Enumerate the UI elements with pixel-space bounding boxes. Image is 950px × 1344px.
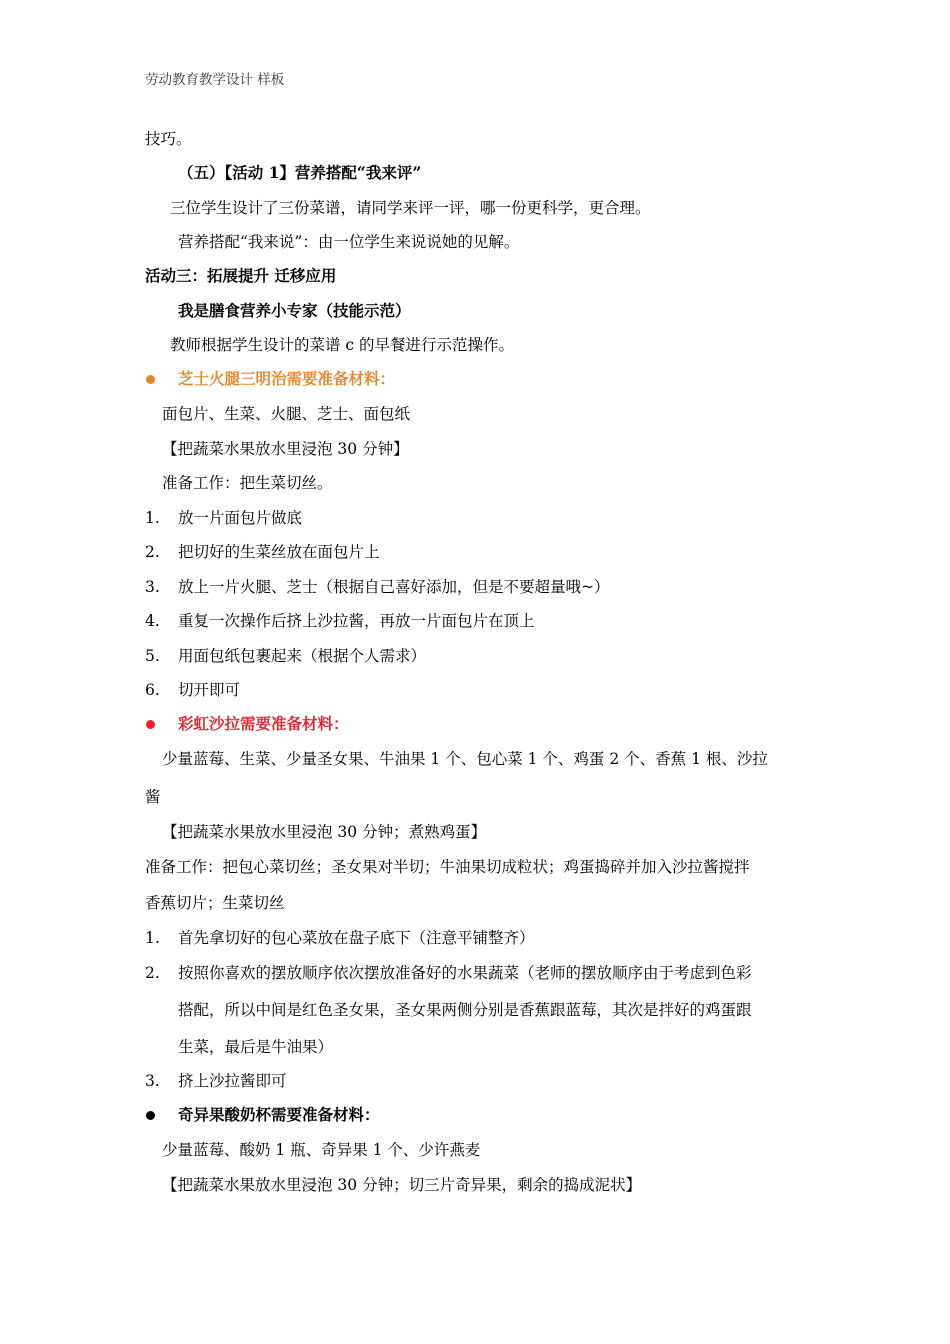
salad-title: 彩虹沙拉需要准备材料： bbox=[178, 714, 349, 733]
text-line: 教师根据学生设计的菜谱 c 的早餐进行示范操作。 bbox=[170, 336, 515, 354]
salad-prep-work-cont: 香蕉切片；生菜切丝 bbox=[145, 894, 285, 912]
step-number: 1. bbox=[145, 509, 160, 527]
salad-step-cont: 搭配，所以中间是红色圣女果，圣女果两侧分别是香蕉跟蓝莓，其次是拌好的鸡蛋跟 bbox=[178, 1001, 752, 1019]
text-line: 三位学生设计了三份菜谱，请同学来评一评，哪一份更科学，更合理。 bbox=[170, 199, 651, 217]
page-header: 劳动教育教学设计 样板 bbox=[145, 72, 285, 88]
section-heading: 我是膳食营养小专家（技能示范） bbox=[178, 301, 411, 320]
step-number: 4. bbox=[145, 612, 160, 630]
salad-materials-cont: 酱 bbox=[145, 788, 161, 806]
yogurt-title: 奇异果酸奶杯需要准备材料： bbox=[178, 1105, 380, 1124]
step-number: 3. bbox=[145, 578, 160, 596]
sandwich-step: 放上一片火腿、芝士（根据自己喜好添加，但是不要超量哦~） bbox=[178, 578, 610, 596]
salad-prep-note: 【把蔬菜水果放水里浸泡 30 分钟；煮熟鸡蛋】 bbox=[162, 823, 487, 841]
activity-1-heading: （五）【活动 1】营养搭配“我来评” bbox=[178, 163, 422, 182]
orange-bullet-icon bbox=[146, 375, 155, 384]
salad-step: 按照你喜欢的摆放顺序依次摆放准备好的水果蔬菜（老师的摆放顺序由于考虑到色彩 bbox=[178, 964, 752, 982]
step-number: 1. bbox=[145, 929, 160, 947]
sandwich-step: 用面包纸包裹起来（根据个人需求） bbox=[178, 647, 427, 665]
salad-step: 挤上沙拉酱即可 bbox=[178, 1072, 287, 1090]
sandwich-prep-work: 准备工作：把生菜切丝。 bbox=[162, 474, 333, 492]
yogurt-materials: 少量蓝莓、酸奶 1 瓶、奇异果 1 个、少许燕麦 bbox=[162, 1141, 481, 1159]
step-number: 2. bbox=[145, 964, 160, 982]
step-number: 2. bbox=[145, 543, 160, 561]
sandwich-prep-note: 【把蔬菜水果放水里浸泡 30 分钟】 bbox=[162, 440, 409, 458]
red-bullet-icon bbox=[146, 720, 155, 729]
yogurt-prep-note: 【把蔬菜水果放水里浸泡 30 分钟；切三片奇异果，剩余的捣成泥状】 bbox=[162, 1176, 642, 1194]
sandwich-step: 切开即可 bbox=[178, 681, 241, 699]
text-line: 营养搭配“我来说”：由一位学生来说说她的见解。 bbox=[178, 233, 520, 251]
salad-materials: 少量蓝莓、生菜、少量圣女果、牛油果 1 个、包心菜 1 个、鸡蛋 2 个、香蕉 1 根、沙拉 bbox=[162, 750, 768, 768]
sandwich-step: 放一片面包片做底 bbox=[178, 509, 303, 527]
step-number: 5. bbox=[145, 647, 160, 665]
sandwich-step: 重复一次操作后挤上沙拉酱，再放一片面包片在顶上 bbox=[178, 612, 535, 630]
salad-step: 首先拿切好的包心菜放在盘子底下（注意平铺整齐） bbox=[178, 929, 535, 947]
salad-step-cont: 生菜，最后是牛油果） bbox=[178, 1038, 334, 1056]
step-number: 3. bbox=[145, 1072, 160, 1090]
sandwich-title: 芝士火腿三明治需要准备材料： bbox=[178, 369, 396, 388]
step-number: 6. bbox=[145, 681, 160, 699]
sandwich-step: 把切好的生菜丝放在面包片上 bbox=[178, 543, 380, 561]
activity-3-heading: 活动三：拓展提升 迁移应用 bbox=[145, 266, 337, 285]
black-bullet-icon bbox=[146, 1111, 155, 1120]
sandwich-materials: 面包片、生菜、火腿、芝士、面包纸 bbox=[162, 405, 411, 423]
text-line: 技巧。 bbox=[145, 130, 192, 148]
salad-prep-work: 准备工作：把包心菜切丝；圣女果对半切；牛油果切成粒状；鸡蛋捣碎并加入沙拉酱搅拌 bbox=[145, 858, 750, 876]
